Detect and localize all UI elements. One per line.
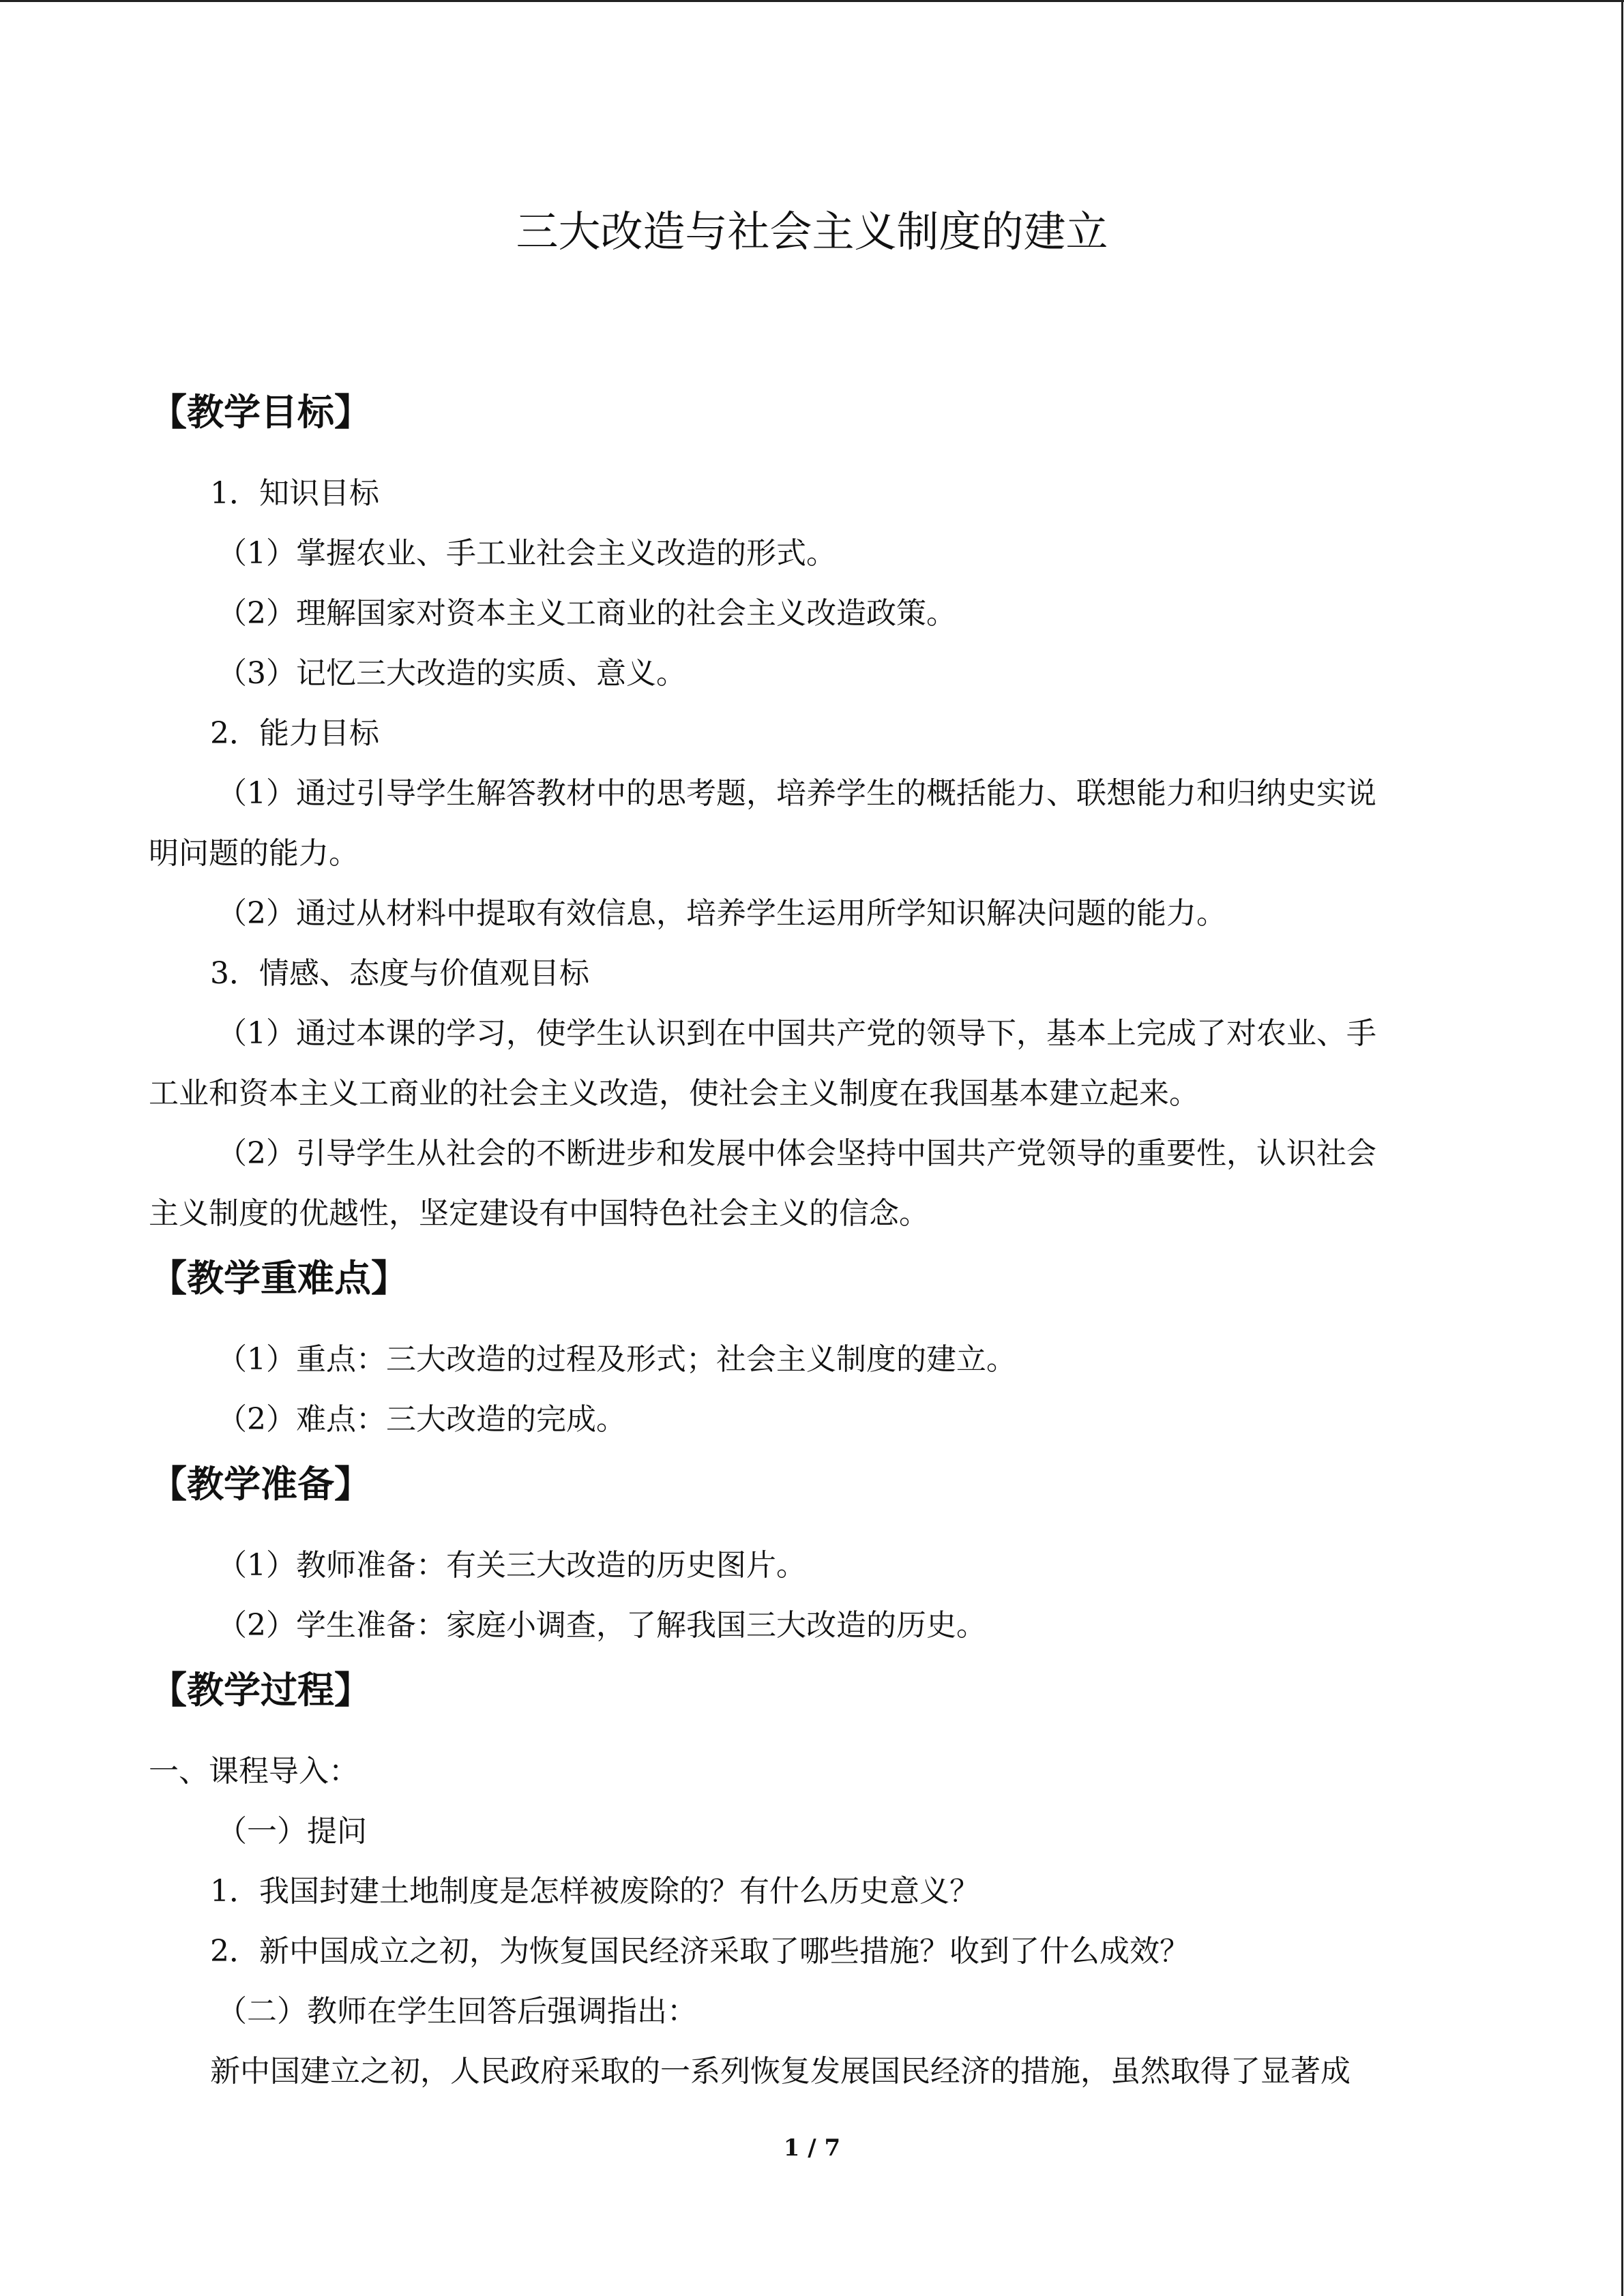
page-indicator: 1 / 7 (783, 2134, 841, 2162)
prep-item: （1）教师准备：有关三大改造的历史图片。 (217, 1548, 806, 1583)
process-item: 新中国建立之初，人民政府采取的一系列恢复发展国民经济的措施，虽然取得了显著成 (210, 2054, 1350, 2089)
process-item: 一、课程导入： (149, 1754, 359, 1789)
subheading-knowledge: 1．知识目标 (210, 476, 379, 511)
section-heading-key-points: 【教学重难点】 (150, 1257, 408, 1300)
process-item: （一）提问 (217, 1814, 367, 1849)
subheading-ability: 2．能力目标 (210, 716, 379, 751)
emotion-item-continued: 工业和资本主义工商业的社会主义改造，使社会主义制度在我国基本建立起来。 (149, 1076, 1199, 1111)
knowledge-item: （2）理解国家对资本主义工商业的社会主义改造政策。 (217, 596, 956, 631)
process-item: 2．新中国成立之初，为恢复国民经济采取了哪些措施？收到了什么成效？ (210, 1934, 1190, 1969)
prep-item: （2）学生准备：家庭小调查，了解我国三大改造的历史。 (217, 1608, 986, 1643)
ability-item: （2）通过从材料中提取有效信息，培养学生运用所学知识解决问题的能力。 (217, 896, 1226, 931)
ability-item: （1）通过引导学生解答教材中的思考题，培养学生的概括能力、联想能力和归纳史实说 (217, 776, 1376, 811)
emotion-item: （2）引导学生从社会的不断进步和发展中体会坚持中国共产党领导的重要性，认识社会 (217, 1136, 1376, 1171)
key-item: （2）难点：三大改造的完成。 (217, 1402, 626, 1437)
section-heading-goals: 【教学目标】 (150, 391, 371, 434)
page-title: 三大改造与社会主义制度的建立 (516, 207, 1108, 256)
process-item: （二）教师在学生回答后强调指出： (217, 1994, 697, 2029)
knowledge-item: （1）掌握农业、手工业社会主义改造的形式。 (217, 536, 836, 571)
emotion-item-continued: 主义制度的优越性，坚定建设有中国特色社会主义的信念。 (149, 1196, 929, 1231)
knowledge-item: （3）记忆三大改造的实质、意义。 (217, 656, 686, 691)
emotion-item: （1）通过本课的学习，使学生认识到在中国共产党的领导下，基本上完成了对农业、手 (217, 1016, 1376, 1051)
process-item: 1．我国封建土地制度是怎样被废除的？有什么历史意义？ (210, 1874, 979, 1909)
section-heading-process: 【教学过程】 (150, 1669, 371, 1712)
section-heading-preparation: 【教学准备】 (150, 1463, 371, 1506)
key-item: （1）重点：三大改造的过程及形式；社会主义制度的建立。 (217, 1342, 1016, 1377)
ability-item-continued: 明问题的能力。 (149, 836, 359, 871)
subheading-emotion: 3．情感、态度与价值观目标 (210, 956, 589, 991)
